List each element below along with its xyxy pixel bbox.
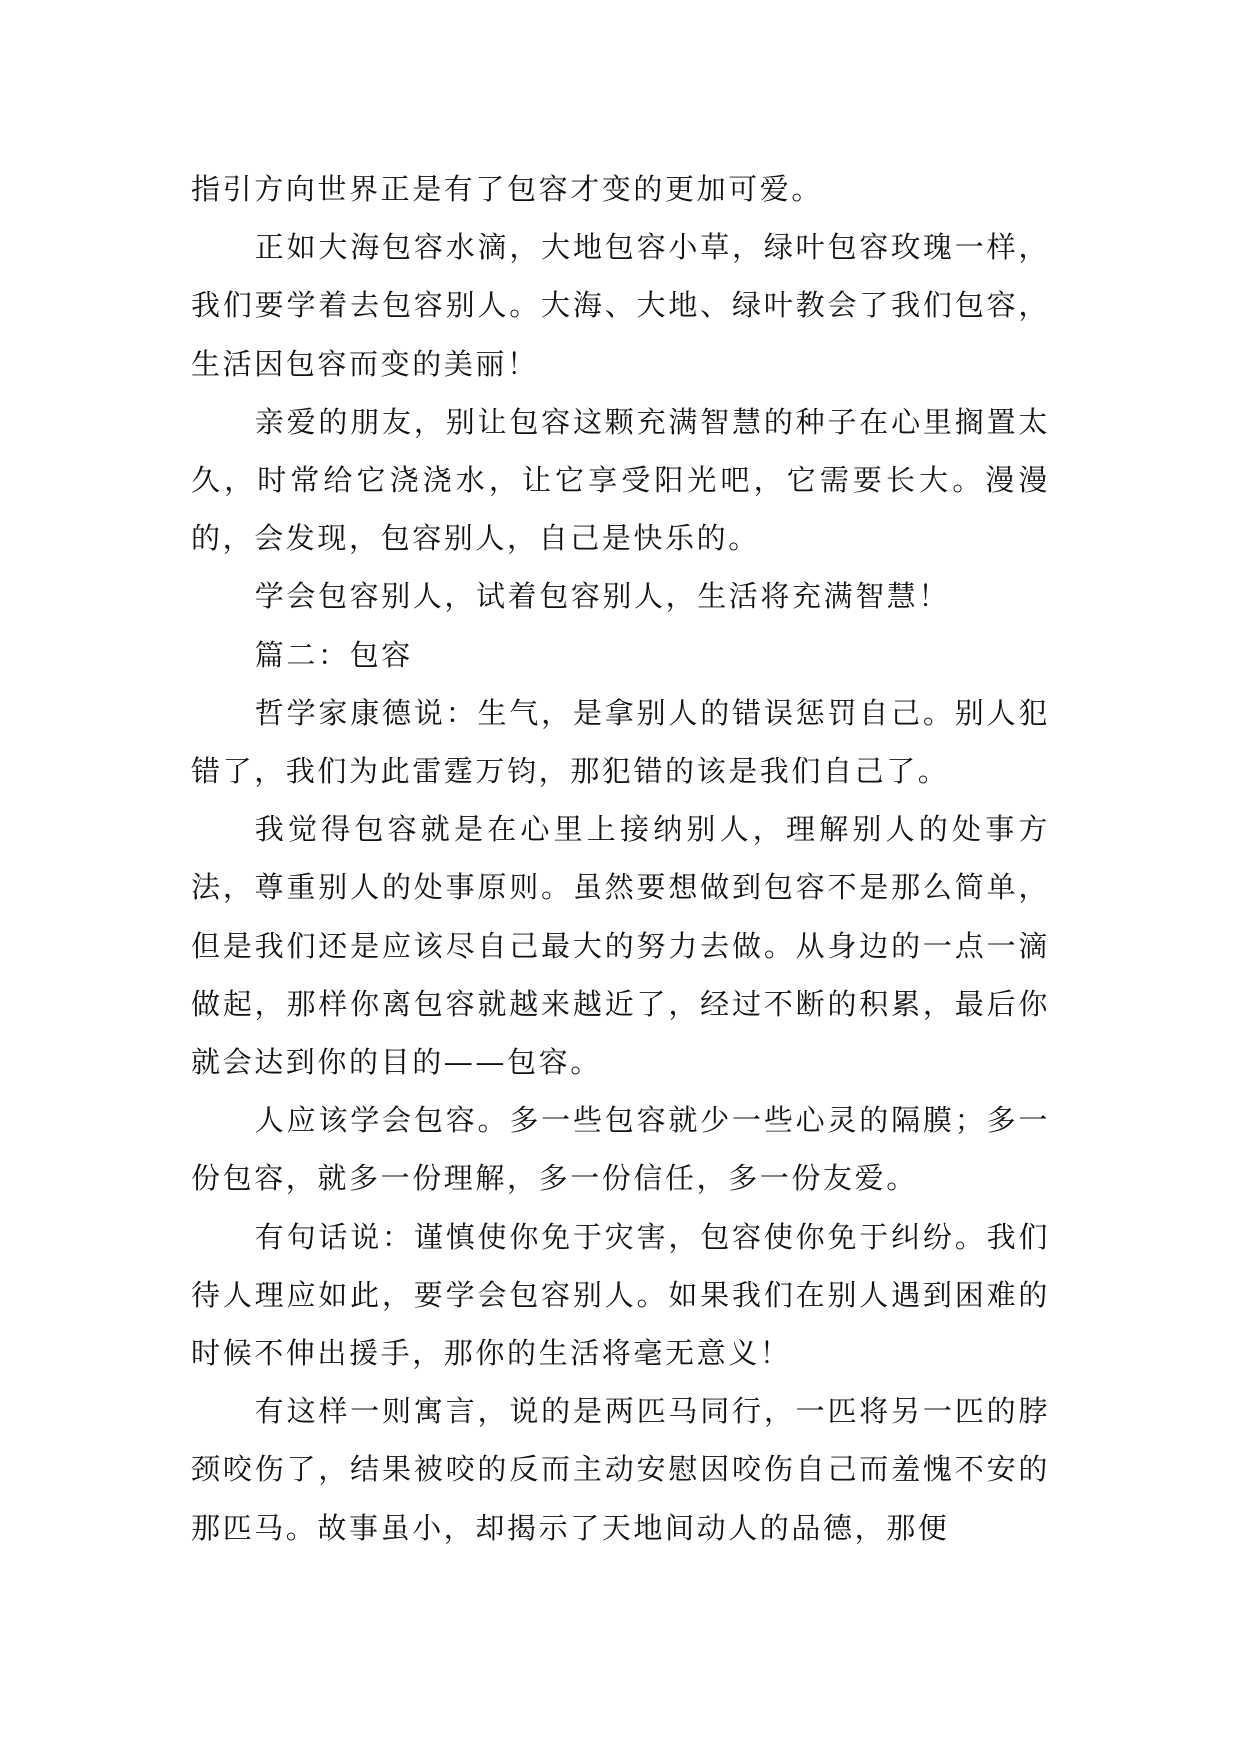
section-heading: 篇二：包容 [254,637,413,672]
paragraph: 哲学家康德说：生气，是拿别人的错误惩罚自己。别人犯错了，我们为此雷霆万钧，那犯错的该是我们自己了。 [191,695,1050,789]
paragraph: 学会包容别人，试着包容别人，生活将充满智慧！ [254,579,950,614]
document-body [191,160,1050,1557]
paragraph: 正如大海包容水滴，大地包容小草，绿叶包容玫瑰一样，我们要学着去包容别人。大海、大地、绿叶教会了我们包容，生活因包容而变的美丽！ [191,230,1050,381]
paragraph-continuation: 指引方向世界正是有了包容才变的更加可爱。 [191,172,824,206]
paragraph: 人应该学会包容。多一些包容就少一些心灵的隔膜；多一份包容，就多一份理解，多一份信任，多一份友爱。 [191,1103,1050,1196]
paragraph: 有这样一则寓言，说的是两匹马同行，一匹将另一匹的脖颈咬伤了，结果被咬的反而主动安慰因咬伤自己而羞愧不安的那匹马。故事虽小，却揭示了天地间动人的品德，那便 [191,1394,1050,1545]
paragraph: 亲爱的朋友，别让包容这颗充满智慧的种子在心里搁置太久，时常给它浇浇水，让它享受阳光吧，它需要长大。漫漫的，会发现，包容别人，自己是快乐的。 [191,404,1050,556]
paragraph: 有句话说：谨慎使你免于灾害，包容使你免于纠纷。我们待人理应如此，要学会包容别人。如果我们在别人遇到困难的时候不伸出援手，那你的生活将毫无意义！ [191,1219,1050,1371]
paragraph: 我觉得包容就是在心里上接纳别人，理解别人的处事方法，尊重别人的处事原则。虽然要想做到包容不是那么简单，但是我们还是应该尽自己最大的努力去做。从身边的一点一滴做起，那样你离包容就越来越近了，经过不断的积累，最后你就会达到你的目的——包容。 [191,812,1050,1080]
